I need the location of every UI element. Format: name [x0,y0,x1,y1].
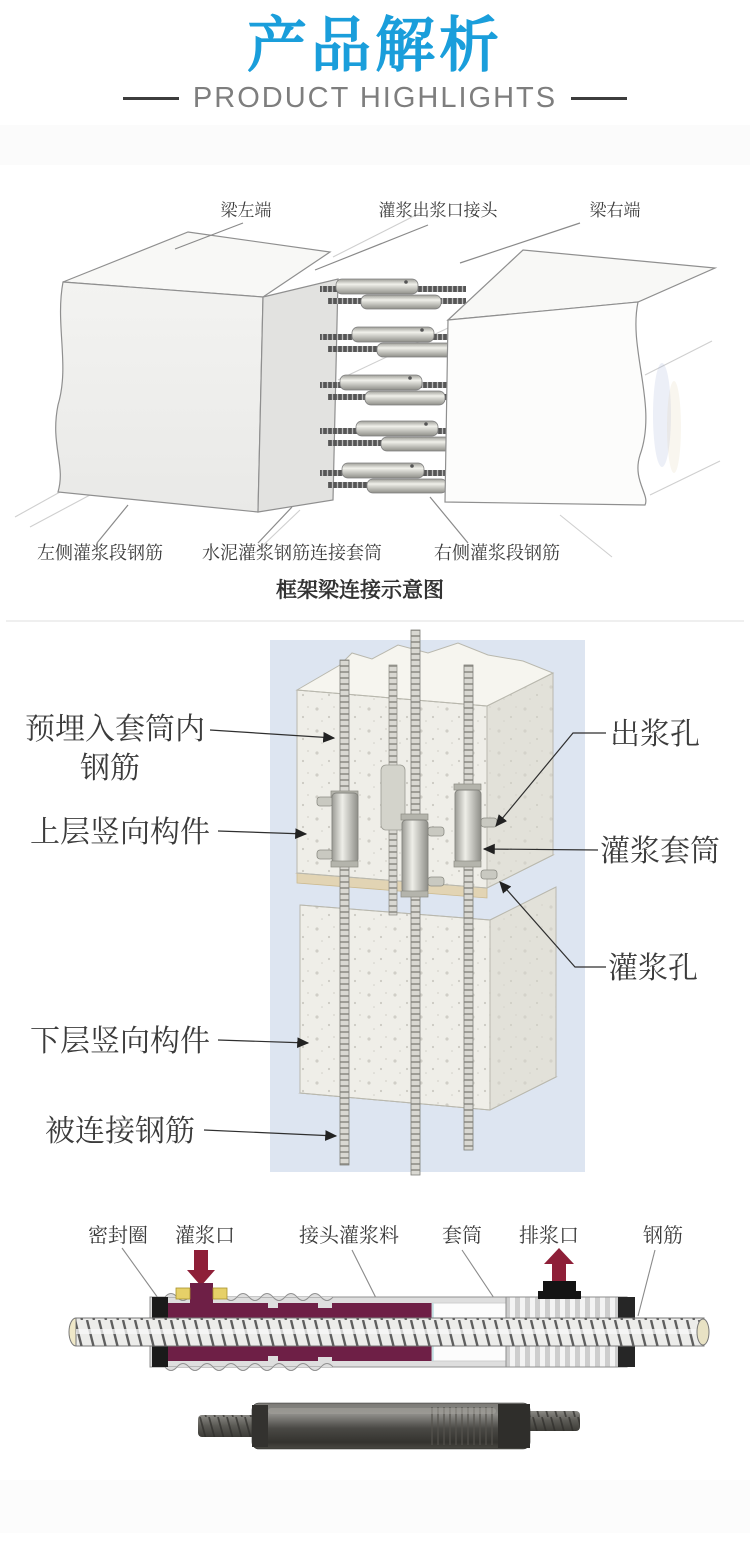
seal-ring-left [152,1345,168,1367]
sleeve-port [428,877,444,886]
label-connected-rebar: 被连接钢筋 [45,1115,195,1148]
label-cement-grout-sleeve: 水泥灌浆钢筋连接套筒 [202,543,382,563]
label-grout-outlet: 排浆口 [519,1225,579,1247]
grout-inlet-port [481,870,497,879]
label-upper-member: 上层竖向构件 [30,816,210,849]
seal-ring-right [618,1297,635,1319]
page-header [0,0,750,125]
embedded-rebar [340,660,349,1165]
label-embedded-rebar-line1: 预埋入套筒内 [25,713,205,746]
label-left-grout-rebar: 左侧灌浆段钢筋 [37,543,163,563]
connector-row [320,421,466,451]
light-gray-band-top [0,125,750,165]
page-subtitle: PRODUCT HIGHLIGHTS [192,82,558,114]
beam-connection-diagram [0,165,750,615]
connector-row [320,279,466,309]
embedded-rebar-right [464,665,473,1150]
subtitle-right-rule [571,97,627,100]
label-lower-member: 下层竖向构件 [30,1025,210,1058]
inlet-flange [176,1288,190,1299]
label-grout-sleeve: 灌浆套筒 [600,835,720,868]
photo-collar-right [498,1404,530,1448]
seal-ring-left [152,1297,168,1319]
light-gray-band-bottom [0,1480,750,1533]
label-joint-grout: 接头灌浆料 [299,1225,399,1247]
grout-sleeve-middle [402,820,428,893]
sleeve-assembly [69,1281,709,1371]
grout-flow-arrows [187,1248,574,1286]
seal-ring-right [618,1345,635,1367]
connector-row [320,463,466,493]
sleeve-port [428,827,444,836]
lower-vertical-member [300,887,556,1110]
grout-outlet-port [481,818,497,827]
subtitle-left-rule [123,97,179,100]
sleeve-port [317,797,333,806]
label-right-grout-rebar: 右侧灌浆段钢筋 [434,543,560,563]
label-beam-left-end: 梁左端 [220,201,272,220]
page-title: 产品解析 [247,12,503,79]
label-seal-ring: 密封圈 [88,1225,148,1247]
connector-row [320,327,466,357]
sleeve-port [317,850,333,859]
label-grout-inlet: 灌浆口 [175,1225,235,1247]
connected-rebar-middle [411,630,420,1175]
grout-sleeve-right [455,790,481,863]
sleeve-cross-section-diagram [0,1180,750,1395]
label-rebar: 钢筋 [643,1225,683,1247]
grout-sleeve-left [332,793,358,863]
rebar-right-tip [697,1319,709,1345]
column-connection-diagram [0,615,750,1180]
connector-row [320,375,466,405]
label-sleeve: 套筒 [442,1225,482,1247]
beam-rebar-sleeve-connectors [320,279,466,493]
label-embedded-rebar-line2: 钢筋 [80,752,140,785]
beam-right-block [445,250,715,505]
label-grout-outlet-connector: 灌浆出浆口接头 [378,201,498,220]
grout-outlet-base [538,1291,581,1299]
beam-left-block [56,232,338,512]
inlet-arrow-shaft [194,1250,208,1270]
inlet-flange [213,1288,227,1299]
photo-collar-left [252,1405,268,1447]
subtitle-row [0,82,750,115]
photo-highlight [268,1408,496,1414]
product-photo [198,1403,580,1449]
label-grout-outlet-hole: 出浆孔 [610,718,700,751]
label-beam-right-end: 梁右端 [589,201,641,220]
label-grout-inlet-hole: 灌浆孔 [608,952,698,985]
iridescent-smudge [667,381,681,473]
beam-diagram-caption: 框架梁连接示意图 [276,579,444,602]
grout-inlet-stub [190,1283,213,1305]
outlet-arrow-head [544,1248,574,1264]
